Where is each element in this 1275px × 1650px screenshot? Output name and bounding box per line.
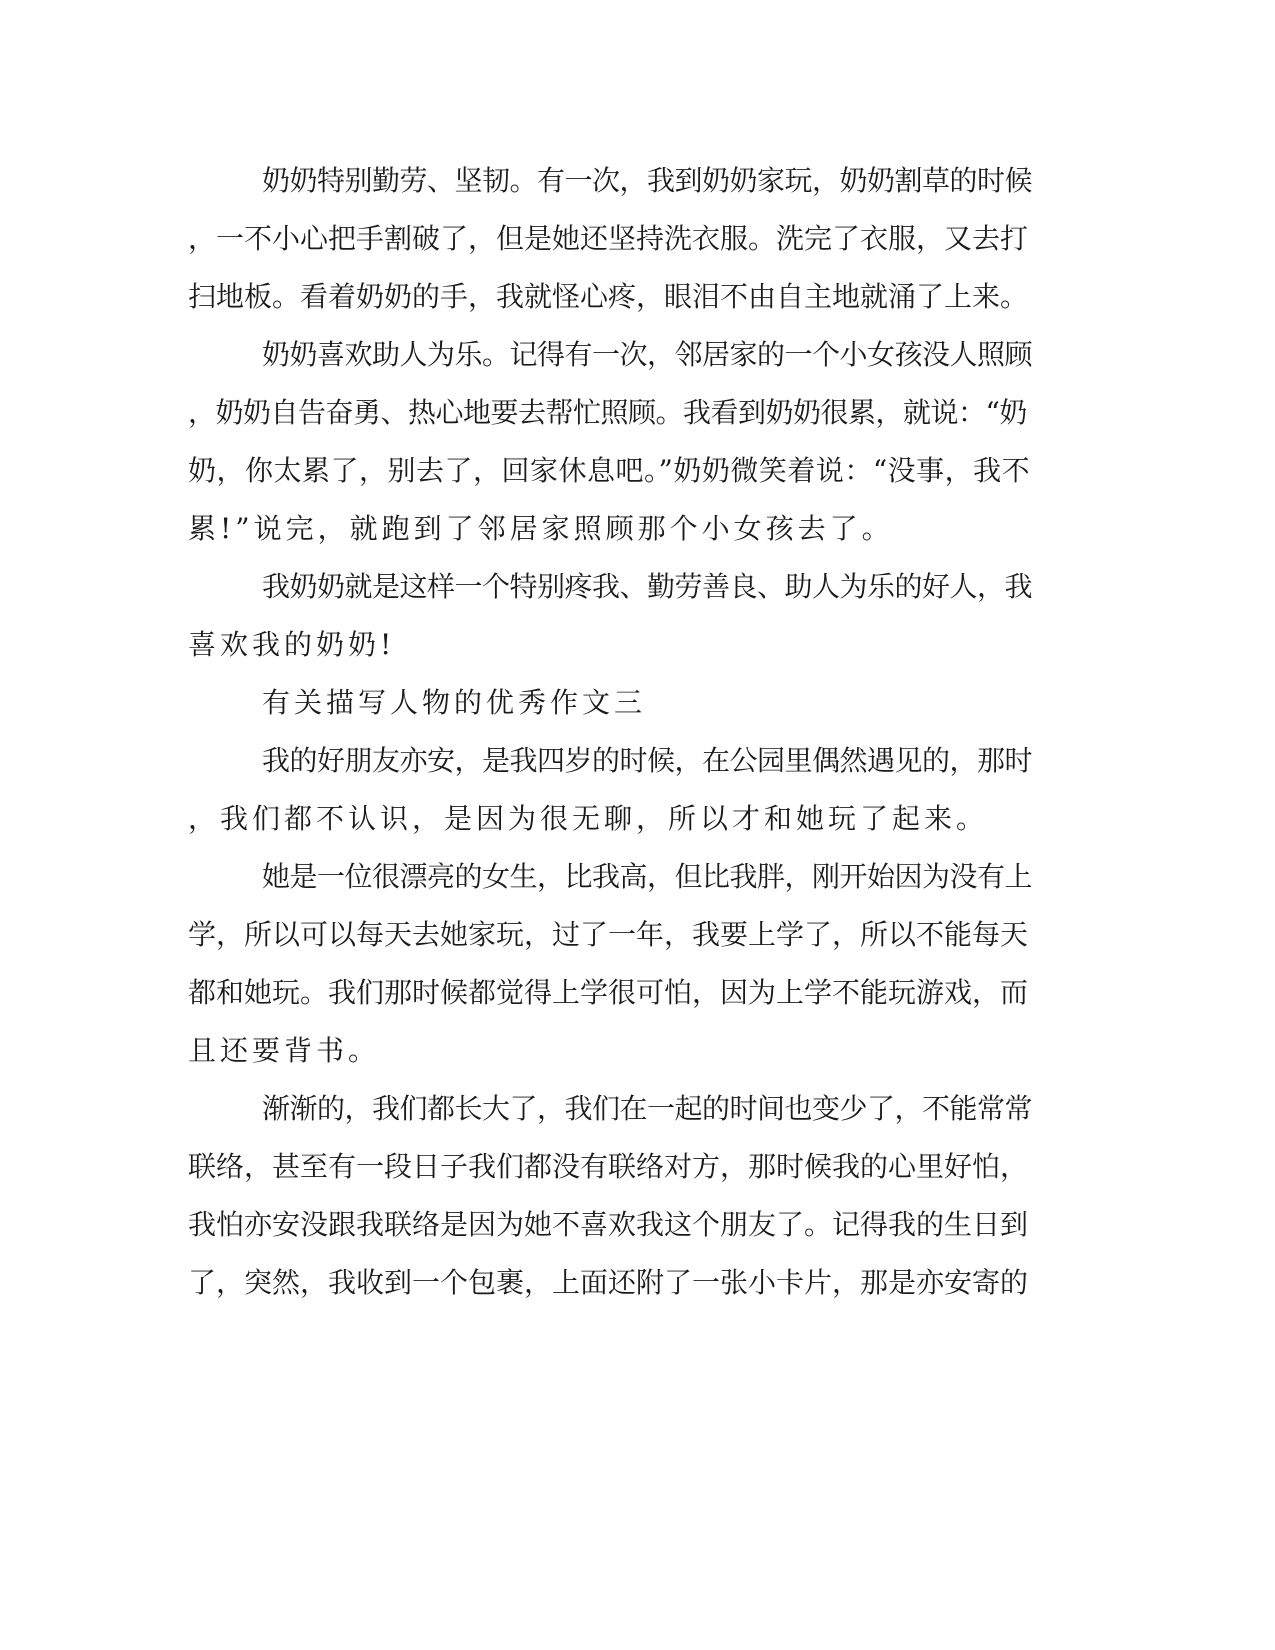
section-heading: 有关描写人物的优秀作文三 [262,686,647,719]
text-line [0,795,1275,843]
text-line [0,737,1275,785]
paragraph-text: ，奶奶自告奋勇、热心地要去帮忙照顾。我看到奶奶很累，就说：“奶 [188,396,1027,429]
text-line [0,389,1275,437]
paragraph-text: 奶奶特别勤劳、坚韧。有一次，我到奶奶家玩，奶奶割草的时候 [262,164,1033,197]
paragraph-text: 我奶奶就是这样一个特别疼我、勤劳善良、助人为乐的好人，我 [262,570,1033,603]
text-line [0,447,1275,495]
paragraph-text: 了，突然，我收到一个包裹，上面还附了一张小卡片，那是亦安寄的 [188,1266,1029,1299]
paragraph-text: 都和她玩。我们那时候都觉得上学很可怕，因为上学不能玩游戏，而 [188,976,1029,1009]
paragraph-text: 我怕亦安没跟我联络是因为她不喜欢我这个朋友了。记得我的生日到 [188,1208,1029,1241]
paragraph-text: 渐渐的，我们都长大了，我们在一起的时间也变少了，不能常常 [262,1092,1033,1125]
text-line [0,679,1275,727]
paragraph-text: 她是一位很漂亮的女生，比我高，但比我胖，刚开始因为没有上 [262,860,1033,893]
text-line [0,331,1275,379]
text-line [0,853,1275,901]
text-line [0,1143,1275,1191]
paragraph-text: 且还要背书。 [188,1034,381,1067]
text-line [0,215,1275,263]
paragraph-text: ，一不小心把手割破了，但是她还坚持洗衣服。洗完了衣服，又去打 [188,222,1029,255]
paragraph-text: 累!”说完，就跑到了邻居家照顾那个小女孩去了。 [188,512,894,545]
paragraph-text: 喜欢我的奶奶! [188,628,396,661]
paragraph-text: 奶，你太累了，别去了，回家休息吧。”奶奶微笑着说：“没事，我不 [188,454,1031,487]
text-line [0,1085,1275,1133]
paragraph-text: ，我们都不认识，是因为很无聊，所以才和她玩了起来。 [188,802,989,835]
text-line [0,505,1275,553]
paragraph-text: 奶奶喜欢助人为乐。记得有一次，邻居家的一个小女孩没人照顾 [262,338,1033,371]
text-line [0,621,1275,669]
text-line [0,1027,1275,1075]
text-line [0,911,1275,959]
paragraph-text: 联络，甚至有一段日子我们都没有联络对方，那时候我的心里好怕， [188,1150,1029,1183]
text-line [0,969,1275,1017]
text-line [0,1201,1275,1249]
text-line [0,1259,1275,1307]
paragraph-text: 扫地板。看着奶奶的手，我就怪心疼，眼泪不由自主地就涌了上来。 [188,280,1029,313]
text-line [0,563,1275,611]
paragraph-text: 学，所以可以每天去她家玩，过了一年，我要上学了，所以不能每天 [188,918,1029,951]
text-line [0,273,1275,321]
paragraph-text: 我的好朋友亦安，是我四岁的时候，在公园里偶然遇见的，那时 [262,744,1033,777]
text-line [0,157,1275,205]
